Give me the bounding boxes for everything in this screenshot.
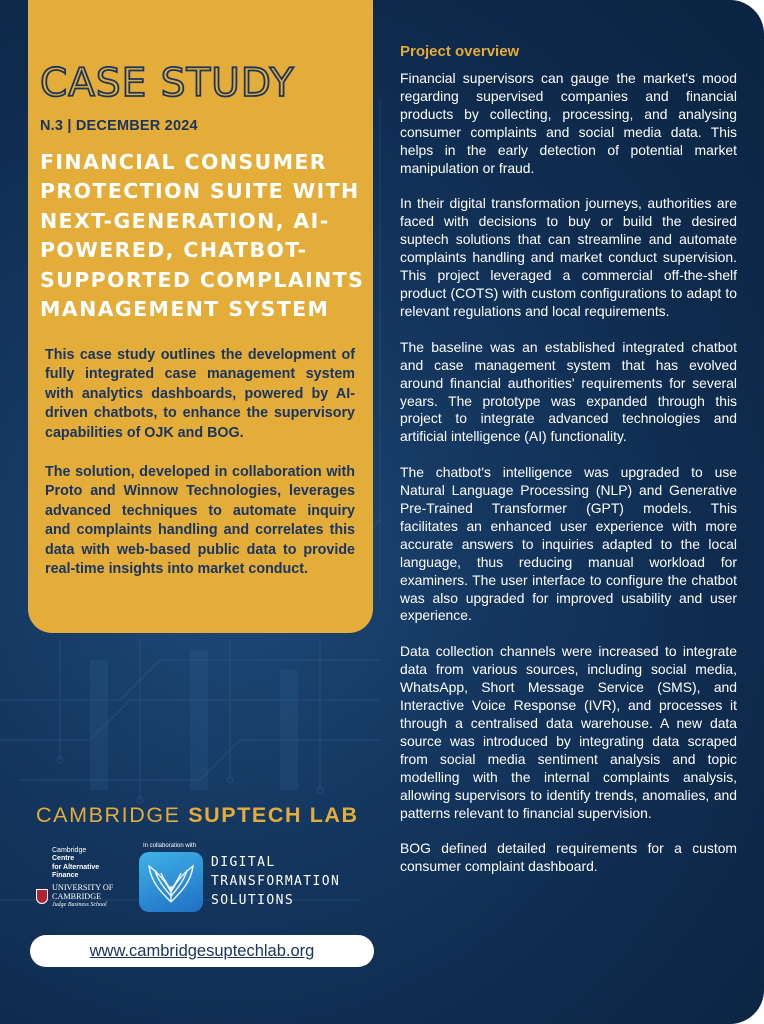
summary xyxy=(45,346,355,599)
uoc-wordmark xyxy=(52,884,113,910)
dts-wordmark xyxy=(211,853,340,910)
issue-date: N.3 | DECEMBER 2024 xyxy=(40,118,198,134)
overview-paragraph: In their digital transformation journeys, authorities are faced with decisions to buy or build the desired suptech solutions that can streamline and automate complaints handling and market conduct supervision. This project leveraged a commercial off-the-shelf product (COTS) with custom configurations to adapt to relevant regulations and local requirements. xyxy=(400,195,737,319)
overview-paragraph: Financial supervisors can gauge the market's mood regarding supervised companies and financial products by collecting, processing, and analysing consumer complaints and social media data. This helps in the early detection of potential market manipulation or fraud. xyxy=(400,70,737,176)
lab-title-light: CAMBRIDGE xyxy=(36,803,181,827)
overview-paragraph: The baseline was an established integrated chatbot and case management system that has evolved around financial authorities' requirements for several years. The prototype was expanded through this project to integrate advanced technologies and artificial intelligence (AI) functionality. xyxy=(400,338,737,445)
dts-line: DIGITAL xyxy=(211,855,276,870)
overview-paragraph: Data collection channels were increased to integrate data from various sources, including social media, WhatsApp, Short Message Service (SMS), and Interactive Voice Response (IVR), and processes it through a centralised data warehouse. A new data source was introduced by integrating data scraped from social media sentiment analysis and topic modelling with the internal complaints analysis, allowing supervisors to identify trends, anomalies, and patterns relevant to financial supervision. xyxy=(400,643,737,821)
headline xyxy=(40,148,370,324)
project-overview-heading: Project overview xyxy=(400,43,520,60)
ccaf-line: Finance xyxy=(52,872,79,880)
overview-paragraph: BOG defined detailed requirements for a custom consumer complaint dashboard. xyxy=(400,840,737,875)
headline-line: SUPPORTED COMPLAINTS xyxy=(40,267,365,292)
uoc-line: CAMBRIDGE xyxy=(52,891,102,901)
ccaf-logo xyxy=(52,847,99,881)
ccaf-line: for Alternative xyxy=(52,863,100,871)
summary-paragraph: This case study outlines the development of fully integrated case management system with analytics dashboards, powered by AI-driven chatbots, to enhance the supervisory capabilities of OJK and BOG. xyxy=(45,347,355,441)
project-overview-body xyxy=(400,70,737,894)
headline-line: POWERED, CHATBOT- xyxy=(40,238,308,263)
summary-paragraph: The solution, developed in collaboration with Proto and Winnow Technologies, leverages advanced techniques to automate inquiry and complaints handling and correlates this data with web-based public data to provide real-time insights into market conduct. xyxy=(45,464,355,578)
wings-icon xyxy=(139,852,203,912)
ccaf-line: Centre xyxy=(52,855,75,863)
dts-line: TRANSFORMATION xyxy=(211,874,341,889)
university-of-cambridge-logo xyxy=(36,884,113,910)
ccaf-line: Cambridge xyxy=(52,847,87,854)
cambridge-suptech-lab-logo xyxy=(36,803,359,828)
uoc-line: UNIVERSITY OF xyxy=(52,883,114,892)
dts-line: SOLUTIONS xyxy=(211,893,295,908)
website-link[interactable]: www.cambridgesuptechlab.org xyxy=(30,935,374,967)
headline-line: NEXT-GENERATION, AI- xyxy=(40,208,330,233)
overview-paragraph: The chatbot's intelligence was upgraded to use Natural Language Processing (NLP) and Generative Pre-Trained Transformer (GPT) models. This facilitates an enhanced user experience with more accurate answers to inquiries adapted to the local language, thus reducing manual workload for examiners. The user interface to configure the chatbot was also upgraded for improved usability and user experience. xyxy=(400,464,737,624)
headline-line: MANAGEMENT SYSTEM xyxy=(40,297,330,322)
dts-logo-icon xyxy=(139,852,203,912)
crest-icon xyxy=(36,889,48,904)
headline-line: FINANCIAL CONSUMER xyxy=(40,150,327,174)
collaboration-label: In collaboration with xyxy=(143,843,197,849)
case-study-title: CASE STUDY xyxy=(40,61,295,106)
headline-line: PROTECTION SUITE WITH xyxy=(40,179,360,204)
uoc-school: Judge Business School xyxy=(52,902,107,909)
lab-title-bold: SUPTECH LAB xyxy=(188,803,359,827)
